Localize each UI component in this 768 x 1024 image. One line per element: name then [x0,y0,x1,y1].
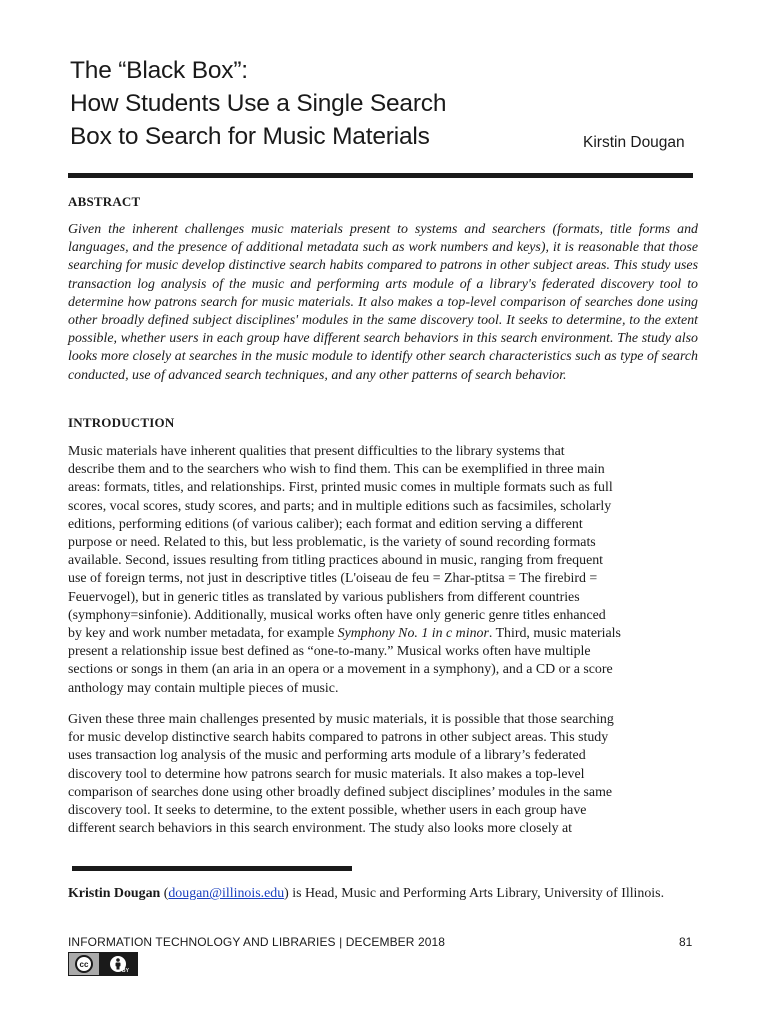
italic-work-title: Symphony No. 1 in c minor [337,626,489,642]
text-line: anthology may contain multiple pieces of music. [68,680,339,696]
text-line: (symphony=sinfonie). Additionally, musical works often have only generic genre titles enhanced [68,607,606,623]
page-number: 81 [679,935,693,949]
title-line-3: Box to Search for Music Materials [70,123,430,150]
footnote-author-name: Kristin Dougan [68,886,161,901]
footnote-divider [72,866,352,871]
text-line: available. Second, issues resulting from titling practices abound in music, ranging from frequent [68,553,604,569]
text-line: use of foreign terms, not just in descriptive titles (L'oiseau de feu = Zhar-ptitsa = The firebird = [68,571,598,587]
text-line: describe them and to the searchers who wish to find them. This can be exemplified in three main [68,462,605,478]
text-line: scores, vocal scores, study scores, and parts; and in multiple editions such as facsimiles, scholarly [68,498,612,514]
footnote-paren: ( [160,886,169,901]
title-divider [68,173,693,178]
abstract-text: Given the inherent challenges music materials present to systems and searchers (formats, title forms and languages, and the presence of additional metadata such as work numbers and keys), it is reasonable that those searching for music develop distinctive search habits compared to patrons in other subject areas. This study uses transaction log analysis of the music and performing arts module of a library's federated discovery tool to determine how patrons search for music materials. It also makes a top-level comparison of searches done using other broadly defined subject disciplines' modules in the same discovery tool. It seeks to determine, to the extent possible, whether users in each group have different search behaviors in this search environment. The study also looks more closely at searches in the music module to identify other search characteristics such as type of search conducted, use of advanced search techniques, and any other patterns of search behavior. [68,222,698,383]
text-fragment: . Third, music materials [488,626,621,642]
journal-footer: INFORMATION TECHNOLOGY AND LIBRARIES | DECEMBER 2018 [68,935,446,949]
introduction-heading: INTRODUCTION [68,415,175,430]
text-line: purpose or need. Related to this, but less problematic, is the variety of sound recording formats [68,535,596,551]
text-line: Given these three main challenges presented by music materials, it is possible that those searching [68,712,614,727]
title-line-1: The “Black Box”: [70,57,248,84]
text-line: discovery tool to determine how patrons search for music materials. It also makes a top-level [68,766,585,782]
text-line: editions, performing editions (of various caliber); each format and edition serving a different [68,516,583,532]
text-line: Feuervogel), but in generic titles as translated by various publishers from different countries [68,589,580,605]
text-fragment: by key and work number metadata, for example [68,626,338,642]
footnote-affiliation: ) is Head, Music and Performing Arts Library, University of Illinois. [284,886,665,901]
by-label: BY [122,968,129,974]
abstract-heading: ABSTRACT [68,194,141,209]
text-line: discovery tool. It seeks to determine, to the extent possible, whether users in each group have [68,803,587,819]
attribution-icon [99,953,137,975]
text-line: uses transaction log analysis of the music and performing arts module of a library’s federated [68,748,586,764]
title-line-2: How Students Use a Single Search [70,90,447,117]
cc-label: cc [75,955,93,973]
text-line: present a relationship issue best defined as “one-to-many.” Musical works often have multiple [68,644,591,660]
text-line: comparison of searches done using other broadly defined subject disciplines’ modules in the same [68,784,613,800]
cc-icon [69,953,99,975]
text-line: for music develop distinctive search habits compared to patrons in other subject areas. This study [68,730,609,746]
text-line: sections or songs in them (an aria in an opera or a movement in a symphony), and a CD or a score [68,662,613,678]
author-name: Kirstin Dougan [583,134,685,151]
introduction-paragraph-1 [68,443,700,698]
text-line-with-italic [68,625,700,643]
paper-title [70,54,550,153]
text-line: Music materials have inherent qualities that present difficulties to the library systems that [68,444,565,459]
author-email-link[interactable]: dougan@illinois.edu [168,886,285,901]
author-footnote [68,885,700,903]
cc-by-license-icon[interactable] [68,952,138,976]
text-line: different search behaviors in this search environment. The study also looks more closely at [68,821,573,837]
introduction-paragraph-2 [68,711,700,838]
text-line: areas: formats, titles, and relationships. First, printed music comes in multiple formats such as full [68,480,613,496]
